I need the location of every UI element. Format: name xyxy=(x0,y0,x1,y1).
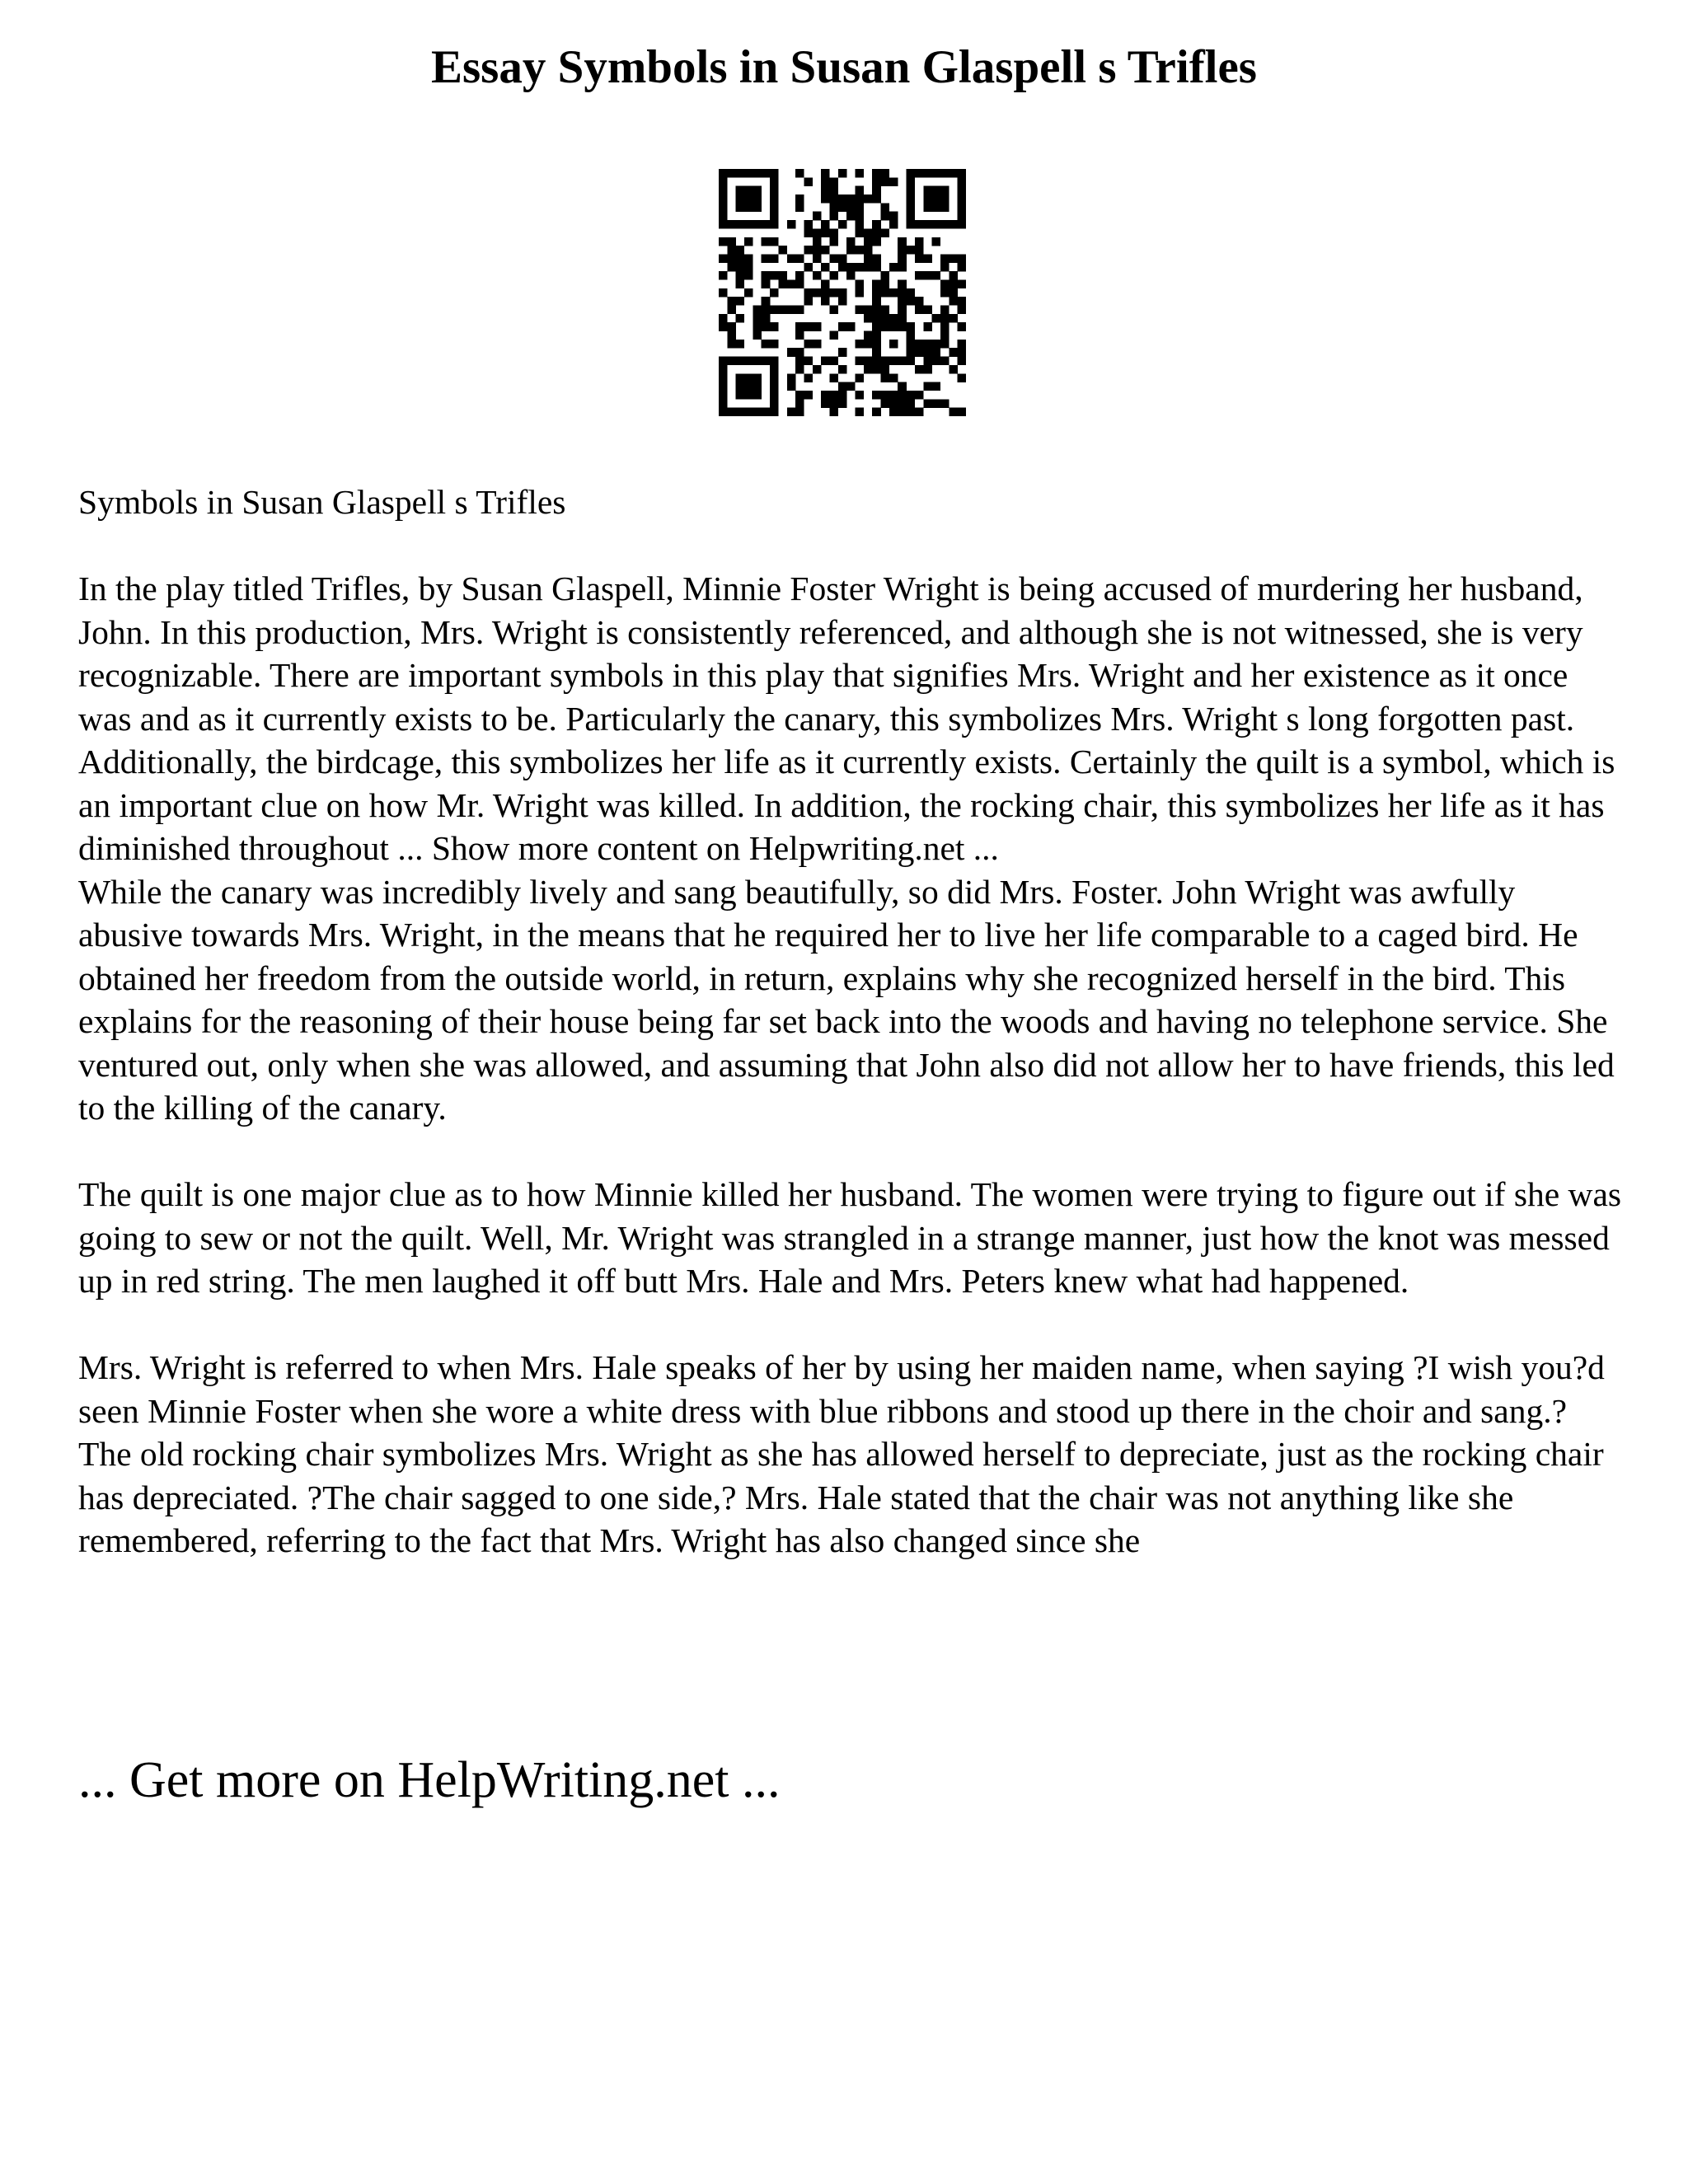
qr-code xyxy=(719,169,966,416)
document-title: Essay Symbols in Susan Glaspell s Trifles xyxy=(430,41,1257,93)
get-more-link[interactable]: ... Get more on HelpWriting.net ... xyxy=(78,1752,781,1808)
essay-body xyxy=(78,480,1628,1563)
paragraph-rocking-chair: Mrs. Wright is referred to when Mrs. Hale speaks of her by using her maiden name, when saying ?I wish you?d seen Minnie Foster when she wore a white dress with blue ribbons and stood up there in the choir and sang.? The old rocking chair symbolizes Mrs. Wright as she has allowed herself to depreciate, just as the rocking chair has depreciated. ?The chair sagged to one side,? Mrs. Hale stated that the chair was not anything like she remembered, referring to the fact that Mrs. Wright has also changed since she xyxy=(78,1348,1605,1559)
paragraph-gap xyxy=(78,524,1628,568)
paragraph-canary: While the canary was incredibly lively and sang beautifully, so did Mrs. Foster. John Wright was awfully abusive towards Mrs. Wright, in the means that he required her to live her life comparable to a caged bird. He obtained her freedom from the outside world, in return, explains why she recognized herself in the bird. This explains for the reasoning of their house being far set back into the woods and having no telephone service. She ventured out, only when she was allowed, and assuming that John also did not allow her to have friends, this led to the killing of the canary. xyxy=(78,872,1615,1127)
paragraph-intro: In the play titled Trifles, by Susan Glaspell, Minnie Foster Wright is being accused of murdering her husband, John. In this production, Mrs. Wright is consistently referenced, and although she is not witnessed, she is very recognizable. There are important symbols in this play that signifies Mrs. Wright and her existence as it once was and as it currently exists to be. Particularly the canary, this symbolizes Mrs. Wright s long forgotten past. Additionally, the birdcage, this symbolizes her life as it currently exists. Certainly the quilt is a symbol, which is an important clue on how Mr. Wright was killed. In addition, the rocking chair, this symbolizes her life as it has diminished throughout ... Show more content on Helpwriting.net ... xyxy=(78,569,1615,867)
paragraph-gap xyxy=(78,1303,1628,1347)
paragraph-gap xyxy=(78,1130,1628,1174)
essay-subtitle: Symbols in Susan Glaspell s Trifles xyxy=(78,483,566,521)
qr-code-icon xyxy=(719,169,966,416)
paragraph-quilt: The quilt is one major clue as to how Minnie killed her husband. The women were trying to figure out if she was going to sew or not the quilt. Well, Mr. Wright was strangled in a strange manner, just how the knot was messed up in red string. The men laughed it off butt Mrs. Hale and Mrs. Peters knew what had happened. xyxy=(78,1175,1622,1300)
